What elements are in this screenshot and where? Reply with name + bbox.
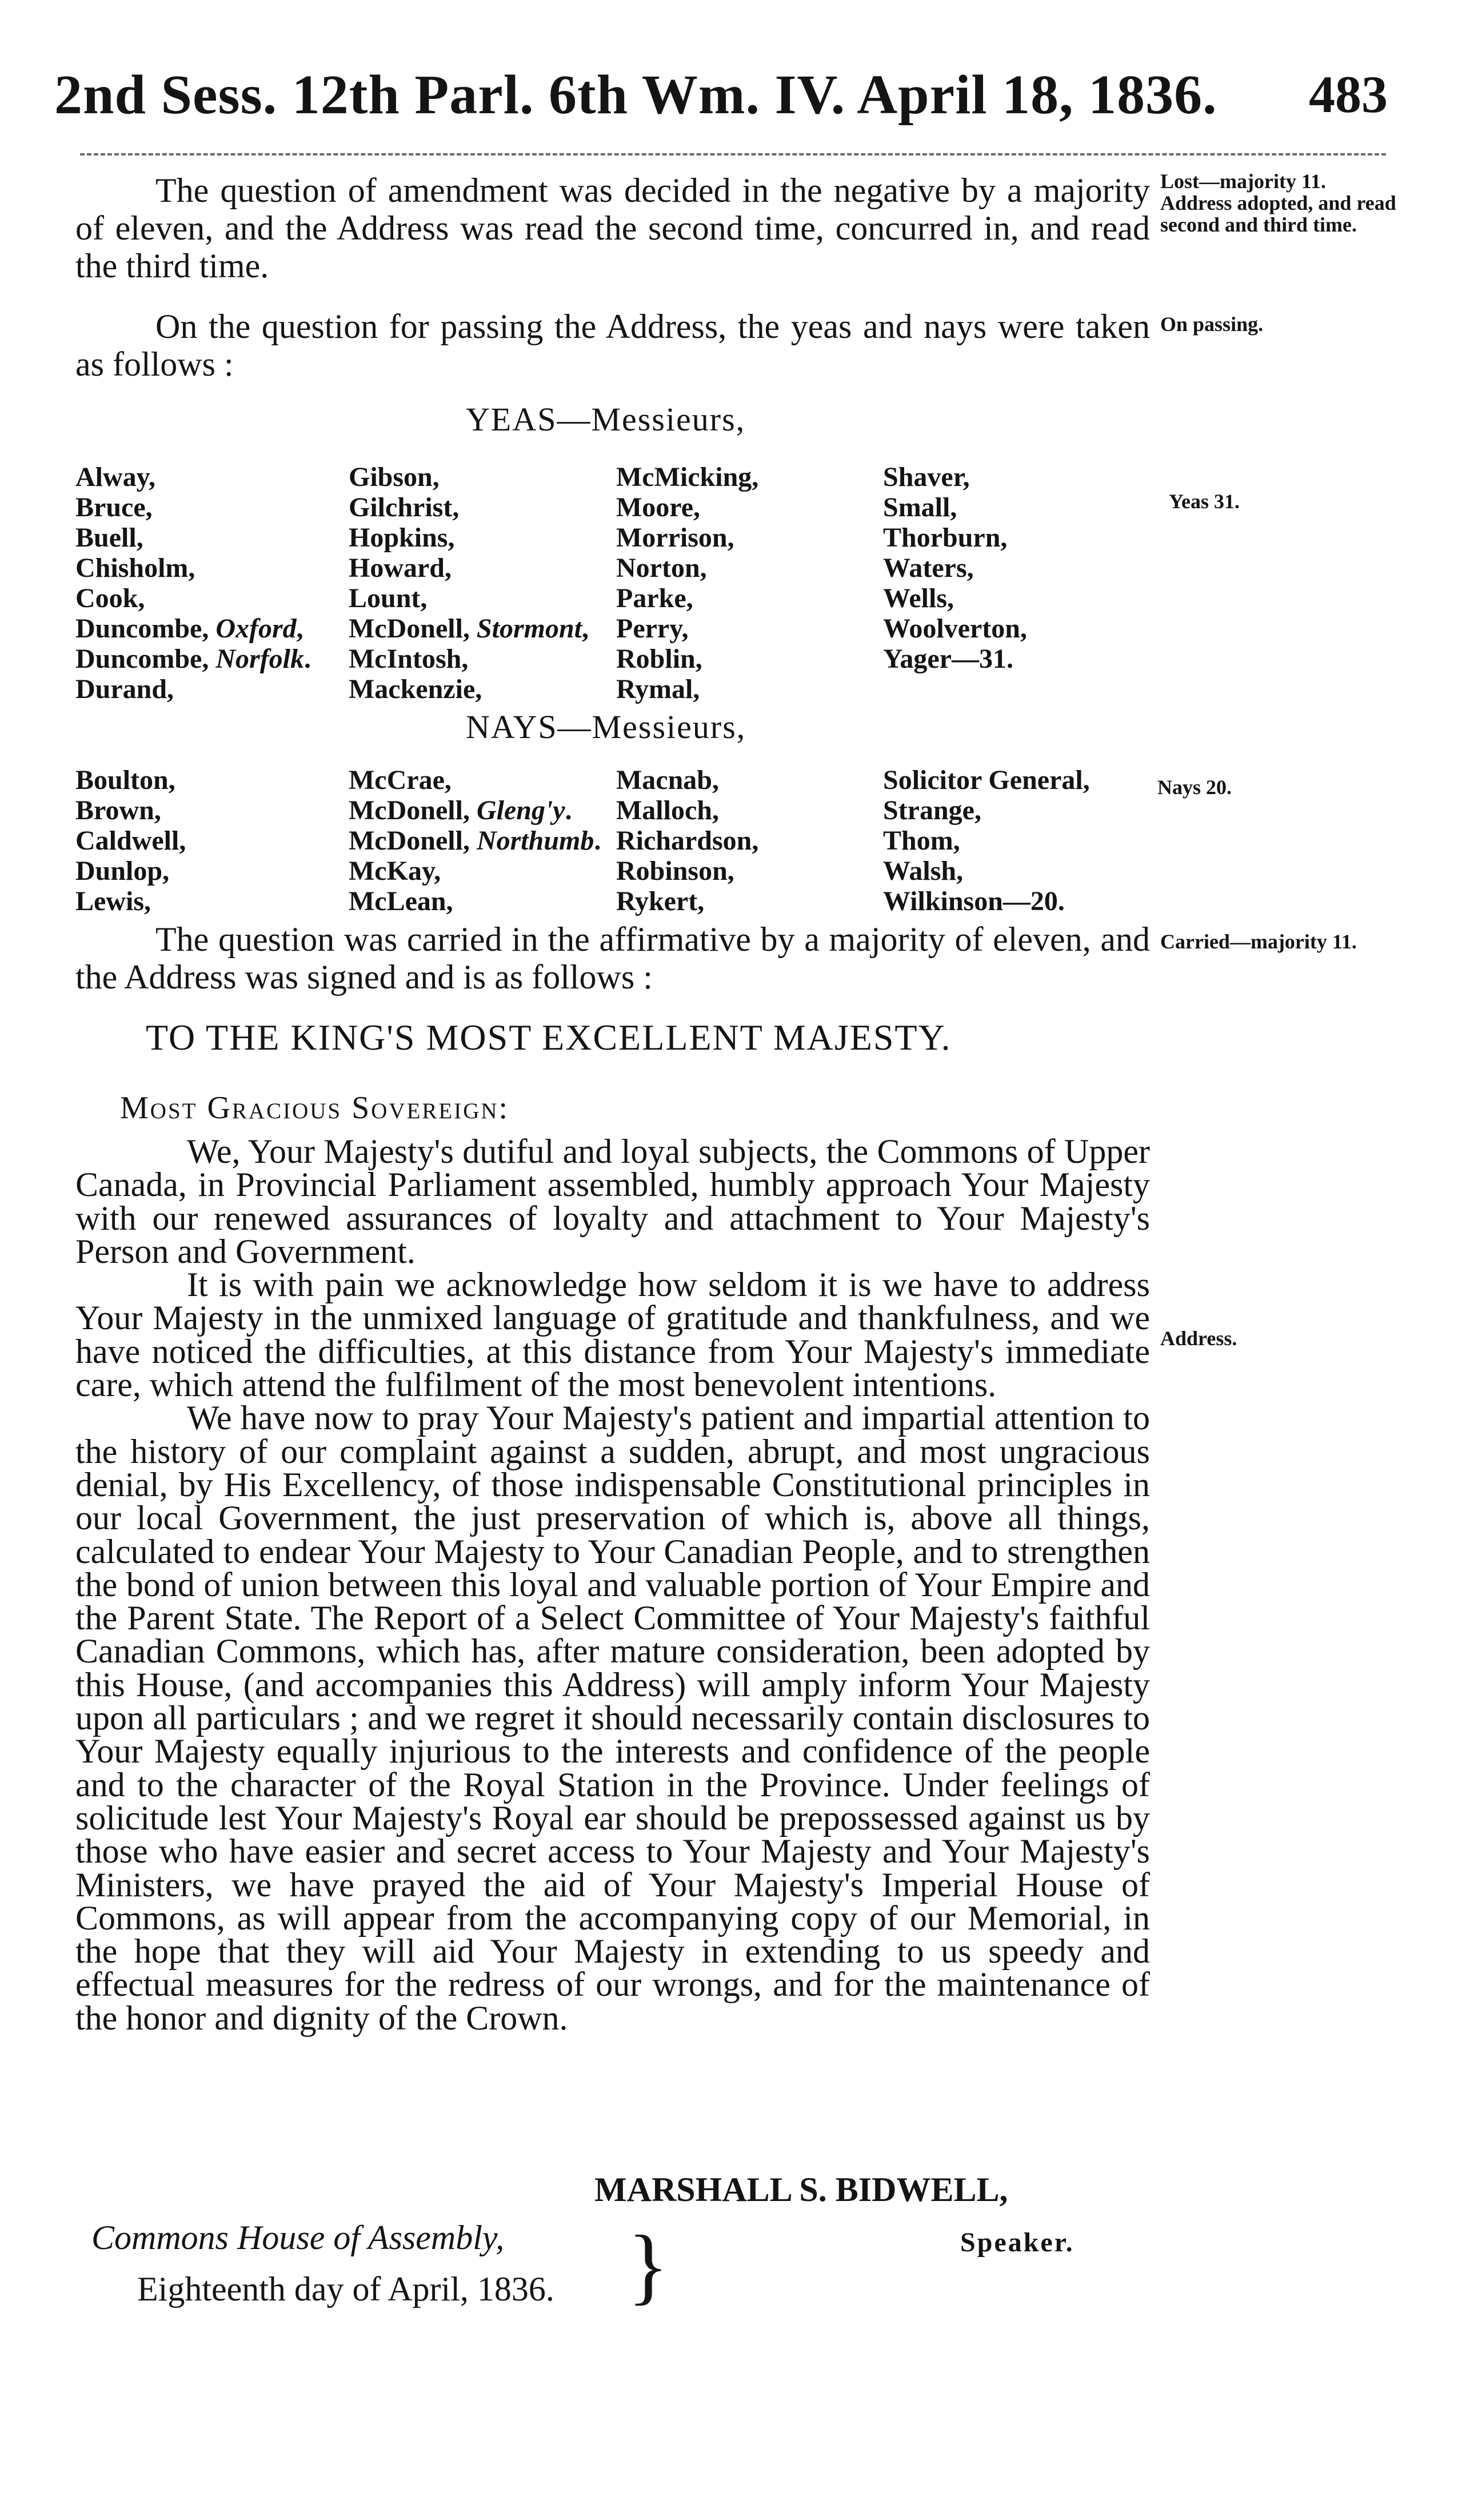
page-header-title: 2nd Sess. 12th Parl. 6th Wm. IV. April 18, 1836. [54,64,1217,126]
member-name: Malloch, [616,795,719,826]
margin-note-address: Address. [1160,1327,1237,1350]
member-name: Strange, [883,795,981,826]
passing-paragraph: On the question for passing the Address, the yeas and nays were taken as follows : [75,308,1150,383]
amendment-paragraph: The question of amendment was decided in the negative by a majority of eleven, and the Address was read the second time, concurred in, and read the third time. [75,172,1150,285]
member-name: Durand, [75,674,174,704]
address-paragraph-2: It is with pain we acknowledge how seldom it is we have to address Your Majesty in the unmixed language of gratitude and thankfulness, and we have noticed the difficulties, at this distance from Your Majesty's immediate care, which attend the fulfilment of the most benevolent intentions. [75,1266,1150,1404]
member-name: McMicking, [616,462,759,492]
nays-column-2 [349,765,601,916]
margin-note-yeas: Yeas 31. [1169,490,1240,513]
member-name: McKay, [349,856,441,886]
member-name: Wilkinson—20. [883,886,1065,916]
member-name: Robinson, [616,856,734,886]
nays-column-4 [883,765,1090,916]
member-name: McIntosh, [349,644,469,674]
nays-column-1 [75,765,186,916]
member-name: Small, [883,492,957,523]
brace-glyph: } [628,2218,669,2313]
member-name: McDonell, Gleng'y. [349,795,572,826]
member-name: Boulton, [75,765,175,795]
member-name: Gilchrist, [349,492,460,523]
member-name: Caldwell, [75,826,186,856]
member-name: Solicitor General, [883,765,1090,795]
member-name: Parke, [616,583,693,613]
member-name: Buell, [75,523,143,553]
address-paragraph-3: We have now to pray Your Majesty's patient and impartial attention to the history of our complaint against a sudden, abrupt, and most ungracious denial, by His Excellency, of those indispensable Constitutional principles in our local Government, the just preservation of which is, above all things, calculated to endear Your Majesty to Your Canadian People, and to strengthen the bond of union between this loyal and valuable portion of Your Empire and the Parent State. The Report of a Select Committee of Your Majesty's faithful Canadian Commons, which has, after mature consideration, been adopted by this House, (and accompanies this Address) will amply inform Your Majesty upon all particulars ; and we regret it should necessarily contain disclosures to Your Majesty equally injurious to the interests and confidence of the people and to the character of the Royal Station in the Province. Under feelings of solicitude lest Your Majesty's Royal ear should be prepossessed against us by those who have easier and secret access to Your Majesty and Your Majesty's Ministers, we have prayed the aid of Your Majesty's Imperial House of Commons, as will appear from the accompanying copy of our Memorial, in the hope that they will aid Your Majesty in extending to us speedy and effectual measures for the redress of our wrongs, and for the maintenance of the honor and dignity of the Crown. [75,1399,1150,2037]
member-name: Duncombe, Oxford, [75,613,303,644]
member-name: Alway, [75,462,156,492]
address-paragraph-1: We, Your Majesty's dutiful and loyal subjects, the Commons of Upper Canada, in Provincial Parliament assembled, humbly approach Your Majesty with our renewed assurances of loyalty and attachment to Your Majesty's Person and Government. [75,1133,1150,1270]
member-name: Rykert, [616,886,705,916]
member-name: McDonell, Northumb. [349,826,601,856]
member-name: Duncombe, Norfolk. [75,644,311,674]
nays-column-3 [616,765,758,916]
carried-paragraph: The question was carried in the affirmative by a majority of eleven, and the Address was signed and is as follows : [75,920,1150,996]
nays-heading: NAYS—Messieurs, [466,708,746,745]
yeas-heading: YEAS—Messieurs, [466,401,746,438]
member-name: Thorburn, [883,523,1008,553]
member-name: Perry, [616,613,689,644]
date-line: Eighteenth day of April, 1836. [137,2270,554,2308]
address-heading: TO THE KING'S MOST EXCELLENT MAJESTY. [146,1017,952,1058]
member-name: Dunlop, [75,856,170,886]
member-name: Moore, [616,492,701,523]
salutation: Most Gracious Sovereign: [120,1090,510,1126]
yeas-column-2 [349,462,589,704]
member-name: Hopkins, [349,523,455,553]
address-body [75,1135,1150,2035]
member-name: Macnab, [616,765,719,795]
member-name: Mackenzie, [349,674,482,704]
member-name: Cook, [75,583,145,613]
header-divider [80,153,1386,155]
place-line: Commons House of Assembly, [91,2219,505,2256]
margin-note-nays: Nays 20. [1157,776,1232,799]
margin-note-carried: Carried—majority 11. [1160,930,1357,953]
member-name: Brown, [75,795,161,826]
member-name: Bruce, [75,492,153,523]
member-name: McLean, [349,886,453,916]
margin-note-lost: Lost—majority 11. Address adopted, and read second and third time. [1160,170,1396,236]
member-name: Lewis, [75,886,151,916]
member-name: Yager—31. [883,644,1013,674]
member-name: McCrae, [349,765,452,795]
member-name: Rymal, [616,674,700,704]
member-name: Woolverton, [883,613,1027,644]
member-name: Roblin, [616,644,702,674]
member-name: Shaver, [883,462,970,492]
page-number: 483 [1309,65,1388,123]
member-name: Chisholm, [75,553,195,583]
member-name: Richardson, [616,826,759,856]
member-name: Morrison, [616,523,734,553]
yeas-column-3 [616,462,758,704]
member-name: Waters, [883,553,974,583]
member-name: Wells, [883,583,954,613]
member-name: Lount, [349,583,428,613]
margin-note-on-passing: On passing. [1160,313,1264,336]
yeas-column-4 [883,462,1027,674]
member-name: Howard, [349,553,452,583]
yeas-column-1 [75,462,311,704]
member-name: Gibson, [349,462,440,492]
signature-title: Speaker. [960,2227,1074,2258]
signature: MARSHALL S. BIDWELL, [594,2171,1008,2208]
member-name: Thom, [883,826,960,856]
member-name: McDonell, Stormont, [349,613,589,644]
member-name: Walsh, [883,856,964,886]
member-name: Norton, [616,553,707,583]
